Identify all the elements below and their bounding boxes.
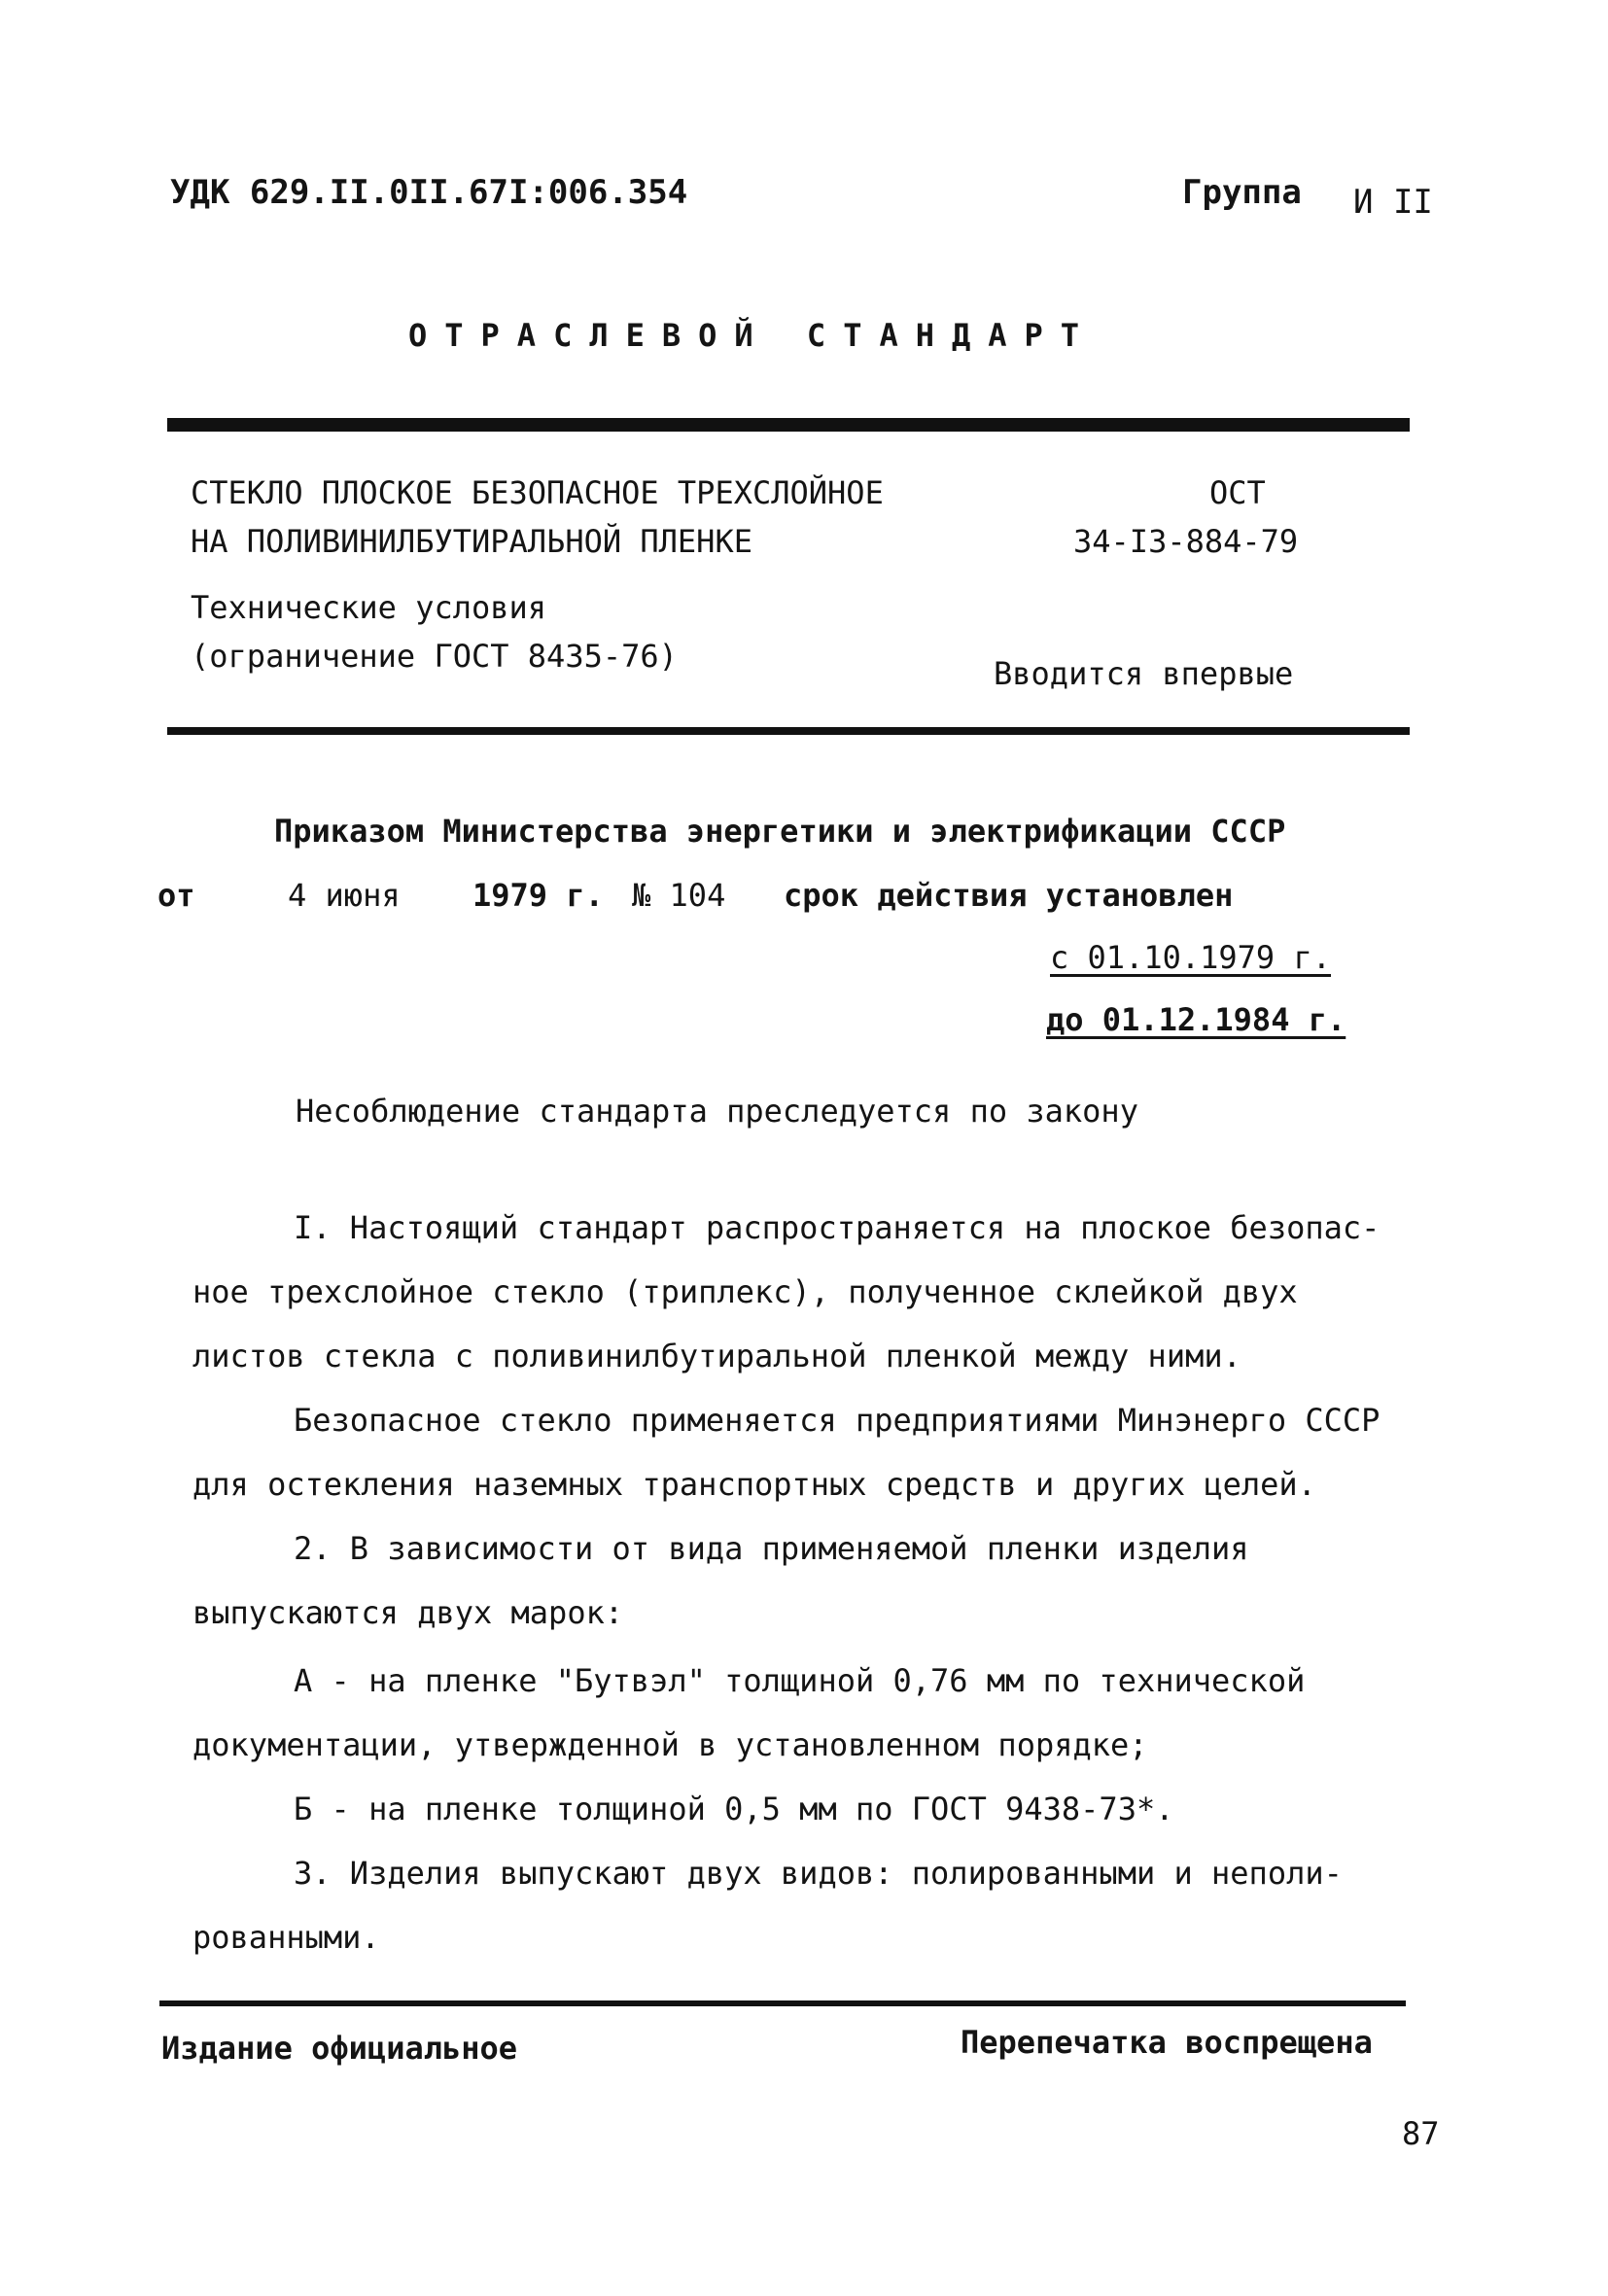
- decree-date: 4 июня: [288, 877, 401, 914]
- reprint-prohibited-note: Перепечатка воспрещена: [961, 2024, 1373, 2061]
- group-value: И II: [1353, 183, 1433, 222]
- decree-from-label: от: [157, 877, 195, 914]
- footer-rule: [159, 2000, 1406, 2006]
- udc-code: УДК 629.II.0II.67I:006.354: [170, 173, 688, 212]
- body-line: документации, утвержденной в установленном порядке;: [192, 1726, 1148, 1763]
- subtitle-line1: Технические условия: [191, 589, 547, 626]
- body-line: 3. Изделия выпускают двух видов: полированными и неполи-: [294, 1855, 1343, 1892]
- body-line: А - на пленке "Бутвэл" толщиной 0,76 мм по технической: [294, 1662, 1306, 1699]
- body-line: Безопасное стекло применяется предприятиями Минэнерго СССР: [294, 1402, 1381, 1439]
- decree-year: 1979 г.: [472, 877, 604, 914]
- body-line: для остекления наземных транспортных средств и других целей.: [192, 1466, 1316, 1503]
- standard-type-heading: ОТРАСЛЕВОЙ СТАНДАРТ: [408, 317, 1098, 354]
- official-edition-note: Издание официальное: [161, 2030, 518, 2067]
- body-line: 2. В зависимости от вида применяемой пленки изделия: [294, 1530, 1249, 1567]
- validity-to-date: до 01.12.1984 г.: [1046, 1001, 1346, 1038]
- group-label: Группа: [1182, 173, 1302, 212]
- subtitle-line2: (ограничение ГОСТ 8435-76): [191, 638, 678, 675]
- introduced-status: Вводится впервые: [994, 655, 1294, 692]
- body-line: выпускаются двух марок:: [192, 1594, 624, 1631]
- top-rule: [167, 418, 1410, 432]
- document-title-line1: СТЕКЛО ПЛОСКОЕ БЕЗОПАСНОЕ ТРЕХСЛОЙНОЕ: [191, 474, 884, 511]
- body-line: Б - на пленке толщиной 0,5 мм по ГОСТ 9438-73*.: [294, 1791, 1174, 1827]
- ost-number: 34-I3-884-79: [1073, 523, 1299, 560]
- body-line: листов стекла с поливинилбутиральной пленкой между ними.: [192, 1338, 1241, 1374]
- legal-warning: Несоблюдение стандарта преследуется по закону: [296, 1093, 1138, 1130]
- ost-label: ОСТ: [1209, 474, 1266, 511]
- document-title-line2: НА ПОЛИВИНИЛБУТИРАЛЬНОЙ ПЛЕНКЕ: [191, 523, 752, 560]
- decree-number: № 104: [632, 877, 726, 914]
- decree-validity: срок действия установлен: [784, 877, 1234, 914]
- body-line: I. Настоящий стандарт распространяется на плоское безопас-: [294, 1209, 1381, 1246]
- page-number: 87: [1402, 2115, 1440, 2152]
- validity-from-date: с 01.10.1979 г.: [1050, 939, 1331, 976]
- body-line: рованными.: [192, 1919, 380, 1956]
- decree-line1: Приказом Министерства энергетики и электрификации СССР: [274, 813, 1286, 850]
- title-bottom-rule: [167, 727, 1410, 735]
- body-line: ное трехслойное стекло (триплекс), полученное склейкой двух: [192, 1273, 1298, 1310]
